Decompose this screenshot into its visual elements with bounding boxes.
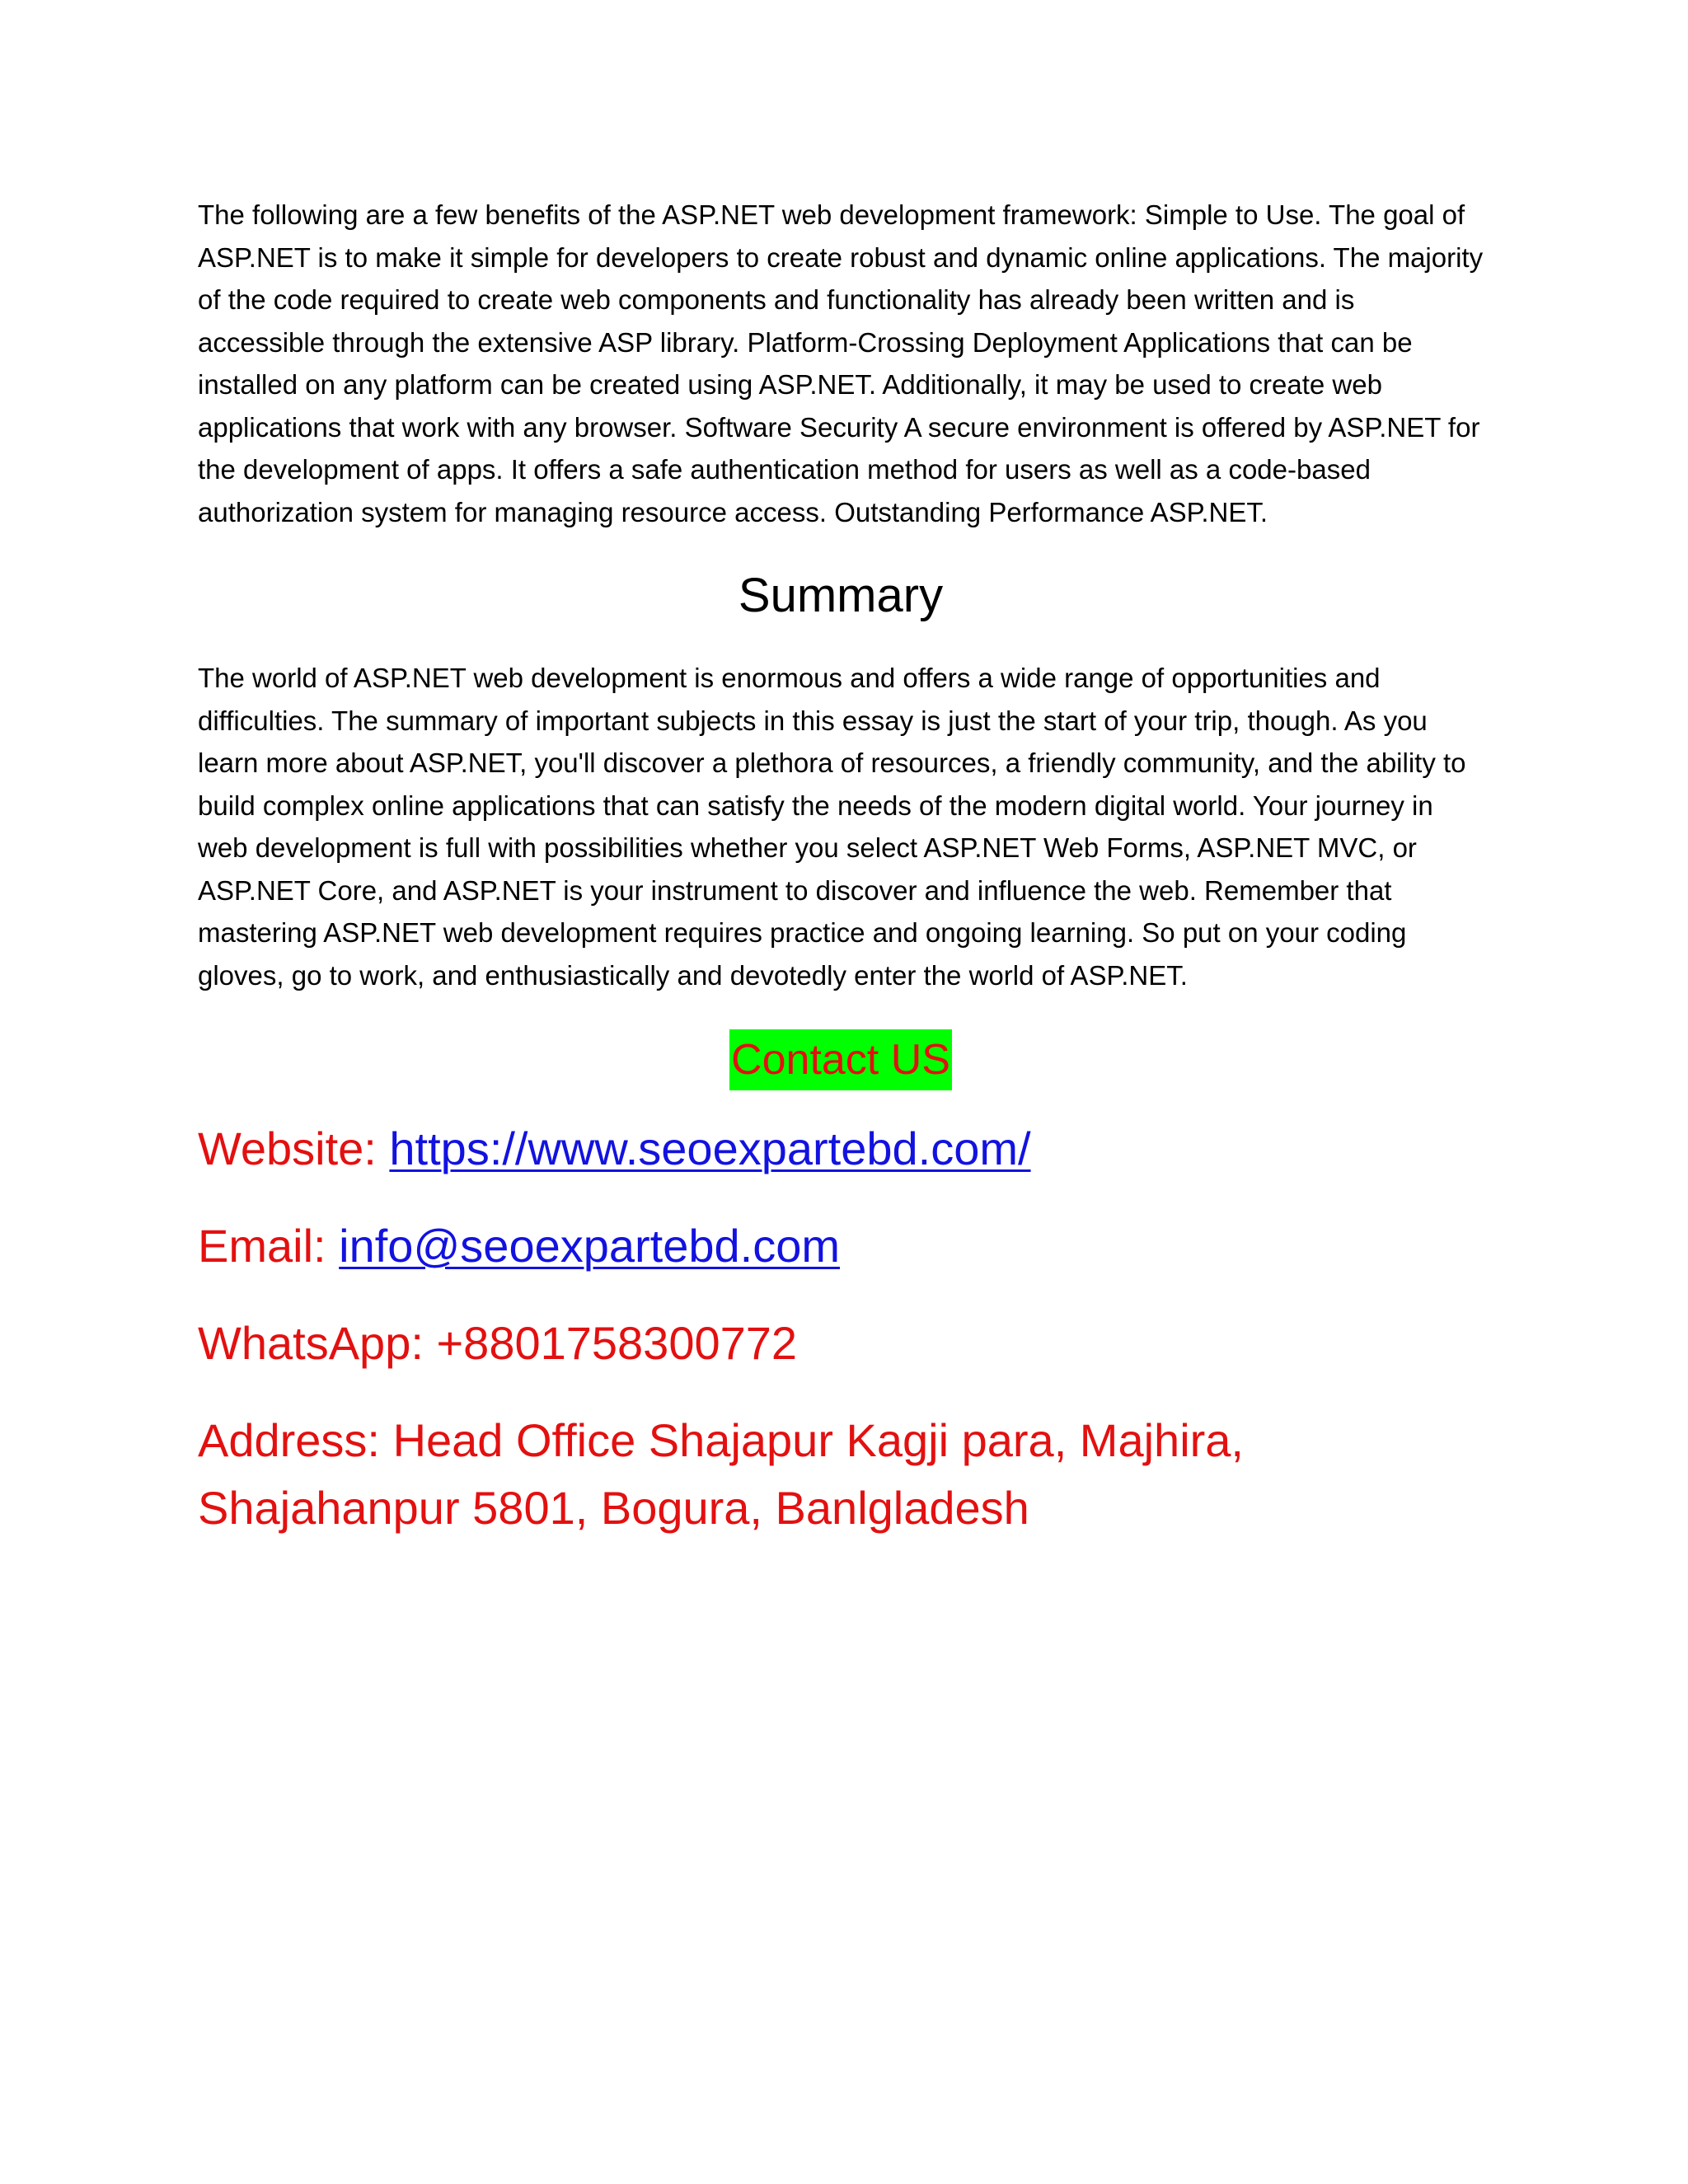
- whatsapp-number: +8801758300772: [436, 1317, 798, 1369]
- email-line: [198, 1212, 1484, 1280]
- contact-us-title: Contact US: [729, 1029, 952, 1090]
- address-label: Address:: [198, 1414, 393, 1466]
- website-link[interactable]: https://www.seoexpartebd.com/: [389, 1122, 1031, 1174]
- email-link[interactable]: info@seoexpartebd.com: [339, 1220, 841, 1272]
- summary-paragraph: The world of ASP.NET web development is enormous and offers a wide range of opportunities and difficulties. The summary of important subjects in this essay is just the start of your trip, though. As you learn more about ASP.NET, you'll discover a plethora of resources, a friendly community, and the ability to build complex online applications that can satisfy the needs of the modern digital world. Your journey in web development is full with possibilities whether you select ASP.NET Web Forms, ASP.NET MVC, or ASP.NET Core, and ASP.NET is your instrument to discover and influence the web. Remember that mastering ASP.NET web development requires practice and ongoing learning. So put on your coding gloves, go to work, and enthusiastically and devotedly enter the world of ASP.NET.: [198, 663, 1466, 991]
- summary-heading: Summary: [738, 569, 944, 622]
- contact-title-wrap: [198, 1029, 1484, 1090]
- address-line: [198, 1407, 1484, 1542]
- whatsapp-label: WhatsApp:: [198, 1317, 437, 1369]
- website-line: [198, 1115, 1484, 1183]
- email-label: Email:: [198, 1220, 340, 1272]
- page-content: [198, 194, 1484, 1542]
- address-value: Head Office Shajapur Kagji para, Majhira, Shajahanpur 5801, Bogura, Banlgladesh: [198, 1414, 1244, 1534]
- intro-paragraph: The following are a few benefits of the ASP.NET web development framework: Simple to Use. The goal of ASP.NET is to make it simple for developers to create robust and dynamic online applications. The majority of the code required to create web components and functionality has already been written and is accessible through the extensive ASP library. Platform-Crossing Deployment Applications that can be installed on any platform can be created using ASP.NET. Additionally, it may be used to create web applications that work with any browser. Software Security A secure environment is offered by ASP.NET for the development of apps. It offers a safe authentication method for users as well as a code-based authorization system for managing resource access. Outstanding Performance ASP.NET.: [198, 199, 1484, 527]
- website-label: Website:: [198, 1122, 390, 1174]
- whatsapp-line: [198, 1310, 1484, 1377]
